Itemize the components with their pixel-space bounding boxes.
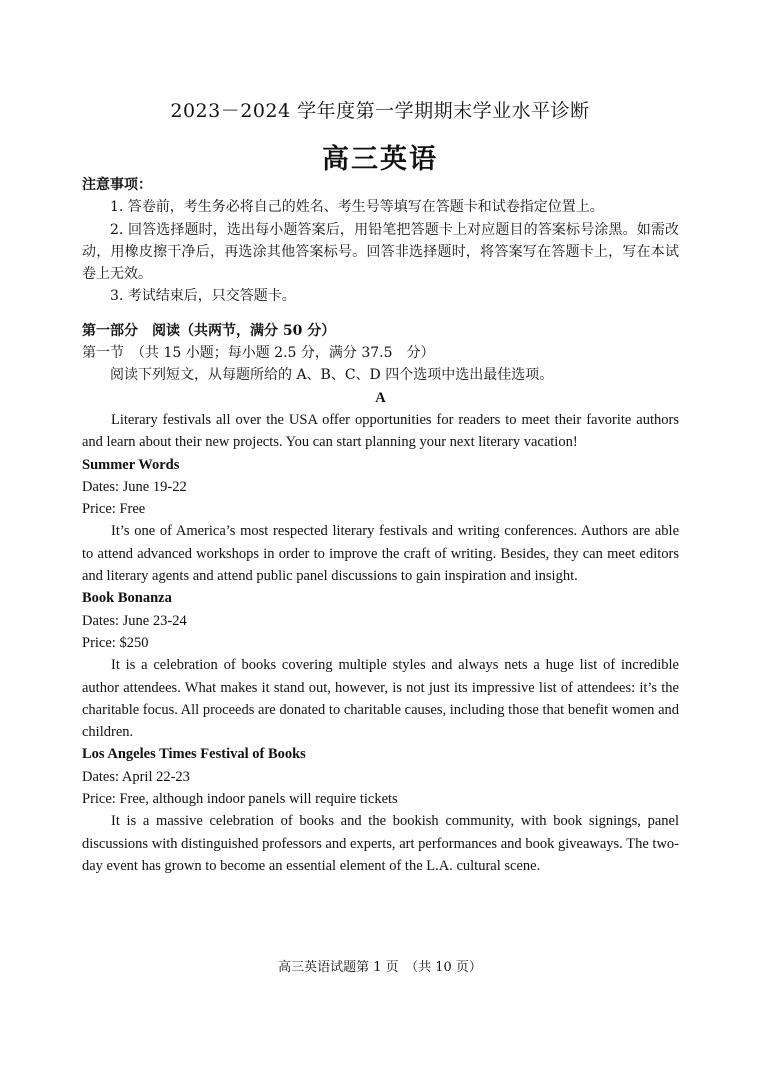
festival-description: It is a massive celebration of books and the bookish community, with book signings, panel discussions with distinguished professors and experts, art performances and book giveaways. The two-day event has grown to become an essential element of the L.A. cultural scene.: [82, 813, 679, 874]
exam-title: 2023－2024 学年度第一学期期末学业水平诊断: [170, 100, 590, 122]
festival-name: Los Angeles Times Festival of Books: [82, 746, 306, 763]
part1-heading: 第一部分 阅读（共两节，满分 50 分）: [82, 322, 336, 339]
notice-item-1: 1. 答卷前，考生务必将自己的姓名、考生号等填写在答题卡和试卷指定位置上。: [110, 199, 604, 216]
festival-dates: Dates: June 23-24: [82, 612, 187, 629]
festival-price: Price: $250: [82, 634, 149, 651]
notice-item-3: 3. 考试结束后，只交答题卡。: [110, 288, 296, 305]
festival-description: It’s one of America’s most respected literary festivals and writing conferences. Authors are able to attend advanced workshops in order to improve the craft of writing. Besides, they can meet editors and literary agents and attend public panel discussions to gain inspiration and insight.: [82, 523, 679, 585]
section-gap: [82, 308, 679, 320]
festival-price: Price: Free, although indoor panels will require tickets: [82, 791, 398, 808]
festival-name: Summer Words: [82, 456, 180, 473]
exam-content: [82, 174, 679, 877]
passage-label: A: [375, 389, 386, 406]
festival-price: Price: Free: [82, 501, 146, 518]
page-footer: 高三英语试题第 1 页 （共 10 页）: [278, 960, 482, 975]
notice-item-2: 2. 回答选择题时，选出每小题答案后，用铅笔把答题卡上对应题目的答案标号涂黑。如需改动，用橡皮擦干净后，再选涂其他答案标号。回答非选择题时，将答案写在答题卡上，写在本试卷上无效。: [82, 221, 679, 283]
reading-instruction: 阅读下列短文，从每题所给的 A、B、C、D 四个选项中选出最佳选项。: [110, 367, 554, 384]
festival-dates: Dates: June 19-22: [82, 478, 187, 495]
passage-intro: Literary festivals all over the USA offer opportunities for readers to meet their favorite authors and learn about their new projects. You can start planning your next literary vacation!: [82, 411, 679, 451]
festival-description: It is a celebration of books covering multiple styles and always nets a huge list of incredible author attendees. What makes it stand out, however, is not just its impressive list of attendees: it’s the charitable focus. All proceeds are donated to charitable causes, including those that benefit women and children.: [82, 657, 679, 741]
subject-title: 高三英语: [322, 144, 438, 175]
section1-heading: 第一节 （共 15 小题；每小题 2.5 分，满分 37.5 分）: [82, 345, 435, 362]
notice-heading: 注意事项：: [82, 177, 152, 193]
festival-dates: Dates: April 22-23: [82, 768, 190, 785]
festival-name: Book Bonanza: [82, 590, 172, 607]
